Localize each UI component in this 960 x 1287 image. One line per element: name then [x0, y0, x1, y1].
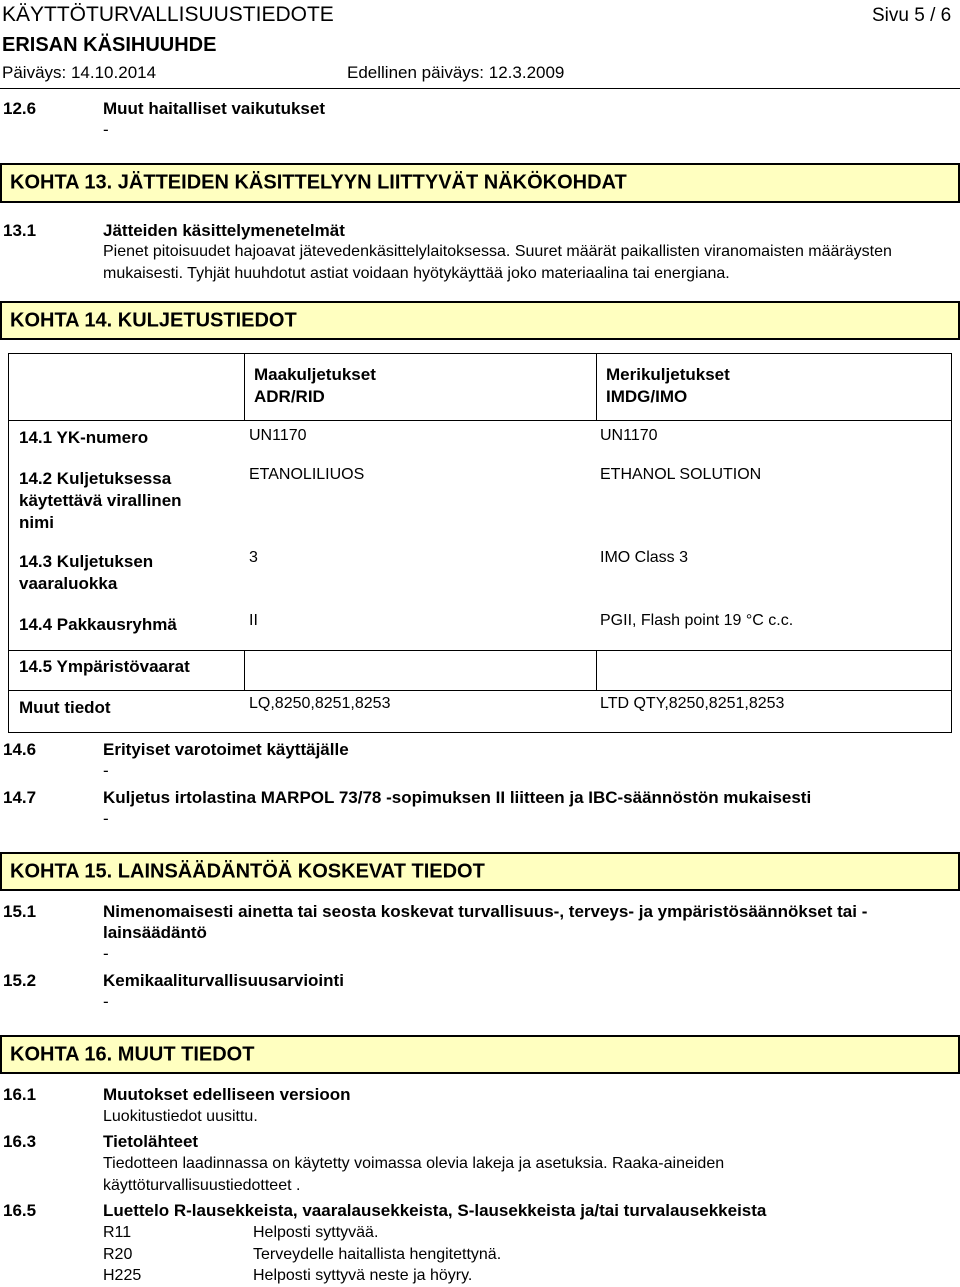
section-13-heading — [0, 163, 960, 203]
section-number: 14.6 — [3, 740, 37, 759]
column-divider — [596, 650, 597, 690]
row-sea-value: ETHANOL SOLUTION — [600, 466, 762, 483]
section-text: Tiedotteen laadinnassa on käytetty voimassa olevia lakeja ja asetuksia. Raaka-aineiden — [103, 1155, 725, 1172]
section-title: Nimenomaisesti ainetta tai seosta koskevat turvallisuus-, terveys- ja ympäristösäännökset tai - — [103, 902, 868, 921]
section-text: käyttöturvallisuustiedotteet . — [103, 1177, 301, 1194]
row-label: Muut tiedot — [19, 698, 111, 717]
column-header-land: Maakuljetukset — [254, 365, 376, 384]
row-land-value: II — [249, 612, 258, 629]
section-title: Jätteiden käsittelymenetelmät — [103, 221, 345, 240]
waste-text-line-2: mukaisesti. Tyhjät huuhdotut astiat voidaan hyötykäyttää joko materiaalina tai energiana. — [103, 265, 730, 282]
phrase-text: Helposti syttyvä neste ja höyry. — [253, 1267, 473, 1284]
section-title: Kuljetus irtolastina MARPOL 73/78 -sopimuksen II liitteen ja IBC-säännöstön mukaisesti — [103, 788, 812, 807]
section-number: 16.1 — [3, 1085, 37, 1104]
column-divider — [596, 353, 597, 420]
row-sea-value: IMO Class 3 — [600, 549, 689, 566]
section-number: 14.7 — [3, 788, 37, 807]
row-sea-value: PGII, Flash point 19 °C c.c. — [600, 612, 794, 629]
section-13-heading-text: KOHTA 13. JÄTTEIDEN KÄSITTELYYN LIITTYVÄT NÄKÖKOHDAT — [10, 171, 627, 194]
section-14-heading-text: KOHTA 14. KULJETUSTIEDOT — [10, 309, 297, 331]
section-16-heading-text: KOHTA 16. MUUT TIEDOT — [10, 1043, 255, 1065]
section-14-heading — [0, 301, 960, 340]
section-title: Luettelo R-lausekkeista, vaaralausekkeista, S-lausekkeista ja/tai turvalausekkeista — [103, 1201, 767, 1220]
section-15-heading-text: KOHTA 15. LAINSÄÄDÄNTÖÄ KOSKEVAT TIEDOT — [10, 860, 485, 882]
row-label: 14.3 Kuljetuksen vaaraluokka — [19, 552, 154, 593]
row-label: 14.5 Ympäristövaarat — [19, 657, 190, 676]
section-number: 15.2 — [3, 971, 37, 990]
phrase-text: Helposti syttyvää. — [253, 1224, 379, 1241]
row-label: 14.4 Pakkausryhmä — [19, 615, 177, 634]
section-number: 15.1 — [3, 902, 37, 921]
section-15-heading — [0, 852, 960, 891]
previous-date: Edellinen päiväys: 12.3.2009 — [347, 63, 565, 82]
waste-text-line-1: Pienet pitoisuudet hajoavat jätevedenkäsittelylaitoksessa. Suuret määrät paikallisten viranomaisten määräysten — [103, 243, 892, 260]
section-value: - — [103, 120, 109, 139]
product-name: ERISAN KÄSIHUUHDE — [2, 34, 217, 56]
row-sea-value: LTD QTY,8250,8251,8253 — [600, 695, 785, 712]
document-title: KÄYTTÖTURVALLISUUSTIEDOTE — [2, 3, 334, 26]
row-land-value: 3 — [249, 549, 258, 566]
row-sea-value: UN1170 — [600, 427, 658, 444]
section-title: Muutokset edelliseen versioon — [103, 1085, 351, 1104]
section-value: - — [103, 809, 109, 828]
row-land-value: UN1170 — [249, 427, 307, 444]
section-number: 16.3 — [3, 1132, 37, 1151]
section-text: Luokitustiedot uusittu. — [103, 1108, 258, 1125]
row-label: 14.2 Kuljetuksessa käytettävä virallinen nimi — [19, 469, 182, 532]
section-value: - — [103, 761, 109, 780]
section-value: - — [103, 992, 109, 1011]
section-16-heading — [0, 1035, 960, 1074]
column-header-land-sub: ADR/RID — [254, 387, 325, 406]
issue-date: Päiväys: 14.10.2014 — [2, 63, 157, 82]
section-number: 16.5 — [3, 1201, 37, 1220]
column-divider — [244, 353, 245, 420]
phrase-code: R20 — [103, 1246, 133, 1263]
row-land-value: ETANOLILIUOS — [249, 466, 365, 483]
row-label: 14.1 YK-numero — [19, 428, 149, 447]
table-divider — [8, 420, 952, 421]
table-divider — [8, 650, 952, 651]
section-title-cont: lainsäädäntö — [103, 923, 207, 942]
header-divider — [0, 88, 960, 89]
phrase-code: H225 — [103, 1267, 142, 1284]
section-title: Muut haitalliset vaikutukset — [103, 99, 325, 118]
column-divider — [244, 650, 245, 690]
table-divider — [8, 690, 952, 691]
section-title: Tietolähteet — [103, 1132, 199, 1151]
phrase-text: Terveydelle haitallista hengitettynä. — [253, 1246, 502, 1263]
phrase-code: R11 — [103, 1224, 132, 1241]
page-number: Sivu 5 / 6 — [872, 5, 952, 26]
section-number: 13.1 — [3, 221, 37, 240]
column-header-sea-sub: IMDG/IMO — [606, 387, 688, 406]
section-title: Kemikaaliturvallisuusarviointi — [103, 971, 344, 990]
section-value: - — [103, 944, 109, 963]
section-title: Erityiset varotoimet käyttäjälle — [103, 740, 349, 759]
column-header-sea: Merikuljetukset — [606, 365, 730, 384]
section-number: 12.6 — [3, 99, 37, 118]
row-land-value: LQ,8250,8251,8253 — [249, 695, 391, 712]
